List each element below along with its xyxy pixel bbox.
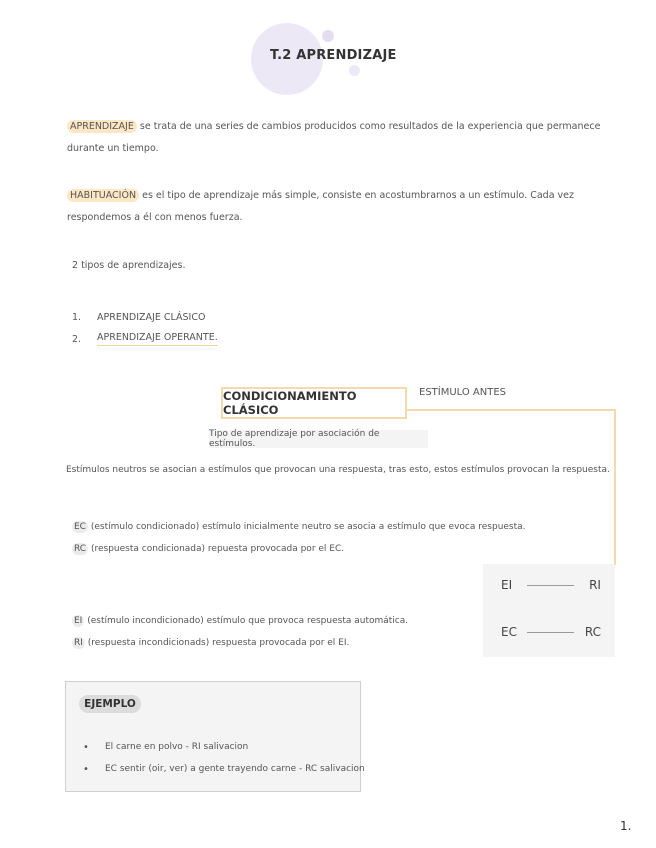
definition-line: durante un tiempo.	[67, 143, 159, 154]
section-heading: CONDICIONAMIENTO CLÁSICO	[223, 389, 357, 417]
relation-row	[501, 625, 601, 639]
relation-right: RI	[589, 578, 601, 592]
example-bullet-text: El carne en polvo - RI salivacion	[105, 742, 249, 752]
bullet-dot-icon: •	[83, 741, 89, 753]
unconditioned-list	[72, 610, 408, 654]
conditioned-item	[72, 516, 526, 538]
example-heading-pill	[79, 695, 141, 713]
types-intro: 2 tipos de aprendizajes.	[72, 260, 186, 271]
bracket-line	[614, 409, 616, 565]
unconditioned-item	[72, 632, 408, 654]
relation-row	[501, 578, 601, 592]
abbr-description: (estímulo incondicionado) estímulo que provoca respuesta automática.	[87, 616, 409, 626]
list-number: 2.	[72, 333, 82, 345]
page-number: 1.	[620, 819, 632, 833]
abbr-description: (estímulo condicionado) estímulo inicialmente neutro se asocia a estímulo que evoca respuesta.	[90, 522, 526, 532]
example-bullets	[83, 737, 365, 779]
list-item	[72, 328, 218, 350]
section-heading-box	[221, 387, 407, 419]
page-title: T.2 APRENDIZAJE	[270, 48, 397, 63]
bracket-line	[407, 409, 615, 411]
side-note: ESTÍMULO ANTES	[419, 387, 507, 398]
abbr-highlight: EI	[74, 616, 83, 626]
example-bullet-text: EC sentir (oir, ver) a gente trayendo carne - RC salivacion	[105, 764, 365, 774]
section-definition	[209, 430, 428, 448]
relation-left: EC	[501, 625, 517, 639]
types-list	[72, 306, 218, 350]
definition-line	[67, 116, 600, 138]
list-label: APRENDIZAJE CLÁSICO	[97, 311, 206, 323]
definition-text: se trata de una series de cambios producidos como resultados de la experiencia que permanece	[139, 121, 601, 132]
conditioned-list	[72, 516, 526, 560]
title-decoration-dot	[349, 65, 360, 76]
relation-arrow-line	[527, 632, 574, 633]
section-description: Estímulos neutros se asocian a estímulos que provocan una respuesta, tras esto, estos estímulos provocan la respuesta.	[66, 465, 610, 475]
definition-habituacion	[67, 185, 574, 229]
term-highlight: HABITUACIÓN	[67, 189, 139, 202]
relation-left: EI	[501, 578, 513, 592]
example-heading: EJEMPLO	[84, 698, 136, 710]
abbr-highlight: RI	[74, 638, 83, 648]
term-highlight: APRENDIZAJE	[67, 120, 137, 133]
definition-line: respondemos a él con menos fuerza.	[67, 212, 243, 223]
title-decoration-dot	[322, 30, 334, 42]
abbr-description: (respuesta incondicionads) respuesta provocada por el EI.	[87, 638, 350, 648]
definition-line	[67, 185, 574, 207]
definition-text: es el tipo de aprendizaje más simple, consiste en acostumbrarnos a un estímulo. Cada vez	[142, 190, 575, 201]
relation-arrow-line	[527, 585, 574, 586]
abbr-highlight: RC	[74, 544, 87, 554]
example-bullet	[83, 759, 365, 779]
unconditioned-item	[72, 610, 408, 632]
list-label: APRENDIZAJE OPERANTE.	[97, 332, 218, 346]
abbr-highlight: EC	[74, 522, 86, 532]
list-number: 1.	[72, 311, 82, 323]
list-item	[72, 306, 218, 328]
relation-right: RC	[584, 625, 601, 639]
abbr-description: (respuesta condicionada) repuesta provocada por el EC.	[90, 544, 345, 554]
definition-aprendizaje	[67, 116, 600, 160]
bullet-dot-icon: •	[83, 763, 89, 775]
conditioned-item	[72, 538, 526, 560]
example-bullet	[83, 737, 365, 757]
section-definition-text: Tipo de aprendizaje por asociación de estímulos.	[209, 429, 380, 449]
